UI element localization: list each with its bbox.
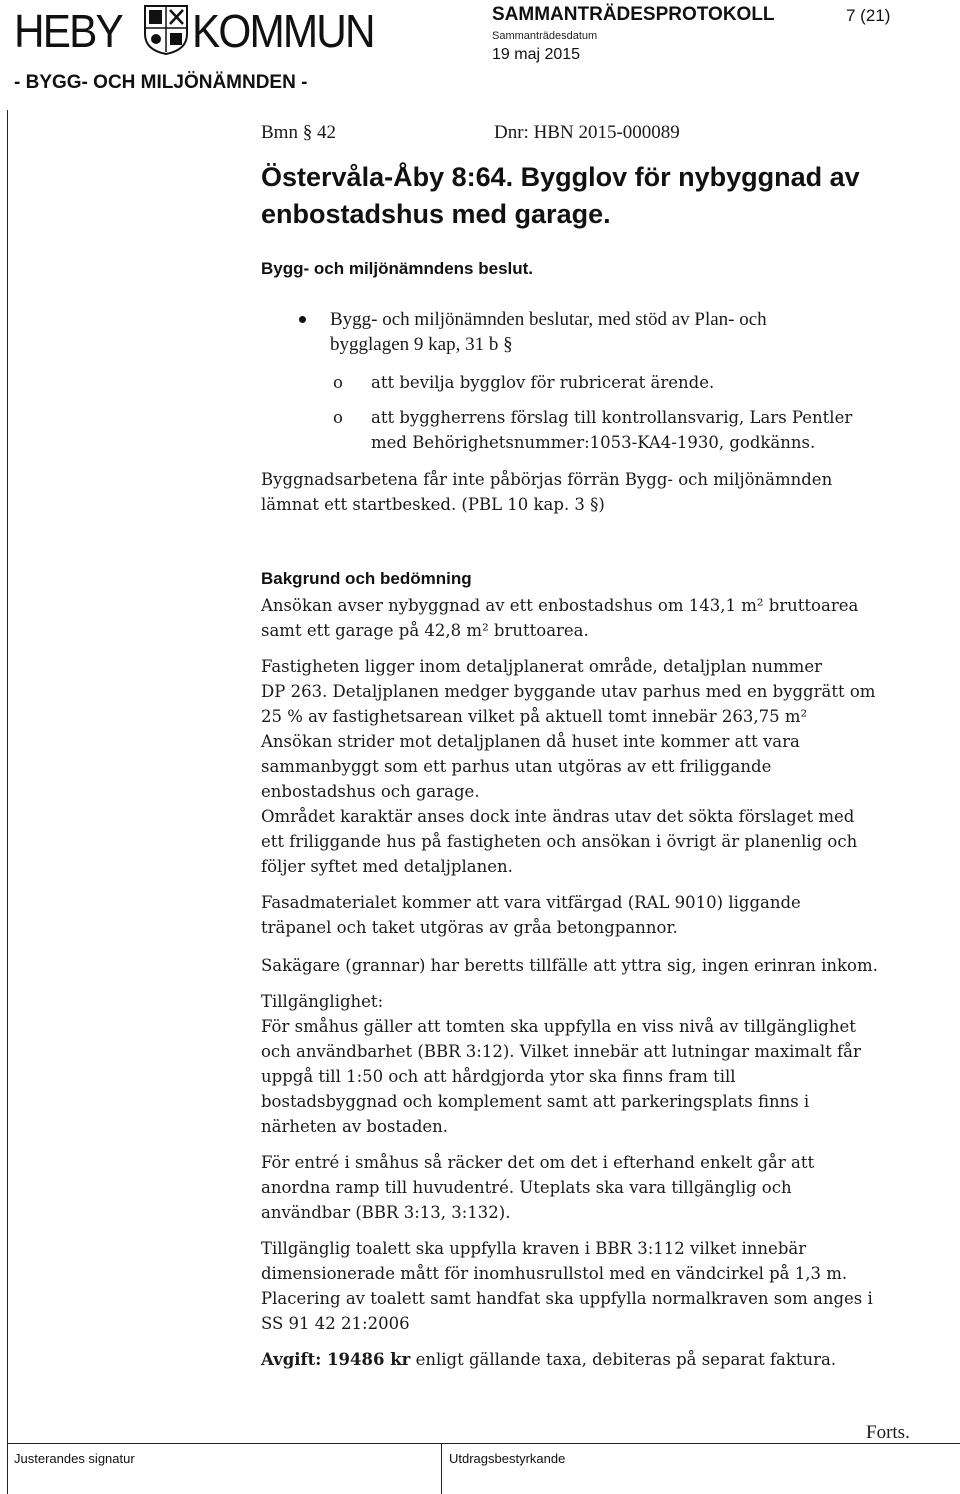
meeting-date-label: Sammanträdesdatum <box>492 30 598 42</box>
signature-label: Justerandes signatur <box>14 1451 135 1466</box>
background-heading: Bakgrund och bedömning <box>261 569 472 588</box>
background-line: uppgå till 1:50 och att hårdgjorda ytor ska finns fram till <box>261 1067 736 1086</box>
sub-bullet-marker: o <box>333 373 343 392</box>
coat-of-arms-icon <box>143 4 189 54</box>
background-line: DP 263. Detaljplanen medger byggande utav parhus med en byggrätt om <box>261 682 876 701</box>
background-line: Fastigheten ligger inom detaljplanerat område, detaljplan nummer <box>261 657 822 676</box>
bullet-icon <box>299 316 306 323</box>
background-line: och användbarhet (BBR 3:12). Vilket innebär att lutningar maximalt får <box>261 1042 861 1061</box>
background-line: enbostadshus och garage. <box>261 782 480 801</box>
decision-bullet-line2: bygglagen 9 kap, 31 b § <box>330 334 513 355</box>
background-line: sammanbyggt som ett parhus utan utgöras av ett friliggande <box>261 757 772 776</box>
background-line: anordna ramp till huvudentré. Uteplats ska vara tillgänglig och <box>261 1178 792 1197</box>
case-title-line1: Östervåla-Åby 8:64. Bygglov för nybyggnad av <box>261 162 860 192</box>
case-bmn: Bmn § 42 <box>261 122 336 143</box>
footer-column-divider <box>441 1443 442 1494</box>
decision-bullet-line1: Bygg- och miljönämnden beslutar, med stöd av Plan- och <box>330 309 767 330</box>
footer-divider <box>7 1443 960 1444</box>
case-title-line2: enbostadshus med garage. <box>261 199 611 229</box>
background-line: Tillgänglighet: <box>261 992 384 1011</box>
background-line: Fasadmaterialet kommer att vara vitfärgad (RAL 9010) liggande <box>261 893 801 912</box>
department-name: - BYGG- OCH MILJÖNÄMNDEN - <box>14 72 308 93</box>
fee-description: enligt gällande taxa, debiteras på separat faktura. <box>410 1350 837 1369</box>
logo-kommun: KOMMUN <box>192 5 374 57</box>
background-line: Placering av toalett samt handfat ska uppfylla normalkraven som anges i <box>261 1289 873 1308</box>
decision-sub2-line1: att byggherrens förslag till kontrollansvarig, Lars Pentler <box>371 408 853 427</box>
decision-note-line1: Byggnadsarbetena får inte påbörjas förrän Bygg- och miljönämnden <box>261 470 833 489</box>
background-line: Sakägare (grannar) har beretts tillfälle att yttra sig, ingen erinran inkom. <box>261 956 878 975</box>
background-line: användbar (BBR 3:13, 3:132). <box>261 1203 511 1222</box>
background-line: För småhus gäller att tomten ska uppfylla en viss nivå av tillgänglighet <box>261 1017 856 1036</box>
background-line: Ansökan strider mot detaljplanen då huset inte kommer att vara <box>261 732 800 751</box>
background-line: närheten av bostaden. <box>261 1117 449 1136</box>
background-line: ett friliggande hus på fastigheten och ansökan i övrigt är planenlig och <box>261 832 858 851</box>
background-line: Tillgänglig toalett ska uppfylla kraven i BBR 3:112 vilket innebär <box>261 1239 807 1258</box>
case-dnr: Dnr: HBN 2015-000089 <box>494 122 680 143</box>
background-line: följer syftet med detaljplanen. <box>261 857 513 876</box>
background-line: dimensionerade mått för inomhusrullstol med en vändcirkel på 1,3 m. <box>261 1264 848 1283</box>
decision-sub1: att bevilja bygglov för rubricerat ärende. <box>371 373 715 392</box>
background-line: För entré i småhus så räcker det om det i efterhand enkelt går att <box>261 1153 815 1172</box>
decision-sub2-line2: med Behörighetsnummer:1053-KA4-1930, godkänns. <box>371 433 816 452</box>
fee-amount: Avgift: 19486 kr <box>261 1350 411 1369</box>
left-margin-line <box>7 110 8 1494</box>
background-line: 25 % av fastighetsarean vilket på aktuell tomt innebär 263,75 m² <box>261 707 808 726</box>
decision-note-line2: lämnat ett startbesked. (PBL 10 kap. 3 §) <box>261 495 605 514</box>
decision-heading: Bygg- och miljönämndens beslut. <box>261 259 534 278</box>
meeting-date: 19 maj 2015 <box>492 46 581 63</box>
fee-line <box>261 1347 836 1372</box>
logo-heby: HEBY <box>14 5 122 57</box>
background-line: SS 91 42 21:2006 <box>261 1314 410 1333</box>
sub-bullet-marker: o <box>333 408 343 427</box>
page-number: 7 (21) <box>846 6 891 25</box>
continued-label: Forts. <box>866 1422 910 1443</box>
background-line: bostadsbyggnad och komplement samt att parkeringsplats finns i <box>261 1092 810 1111</box>
background-line: Ansökan avser nybyggnad av ett enbostadshus om 143,1 m² bruttoarea <box>261 596 859 615</box>
background-line: Området karaktär anses dock inte ändras utav det sökta förslaget med <box>261 807 855 826</box>
background-line: samt ett garage på 42,8 m² bruttoarea. <box>261 621 589 640</box>
background-line: träpanel och taket utgöras av gråa betongpannor. <box>261 918 678 937</box>
document-title: SAMMANTRÄDESPROTOKOLL <box>492 4 775 25</box>
certified-label: Utdragsbestyrkande <box>449 1451 566 1466</box>
